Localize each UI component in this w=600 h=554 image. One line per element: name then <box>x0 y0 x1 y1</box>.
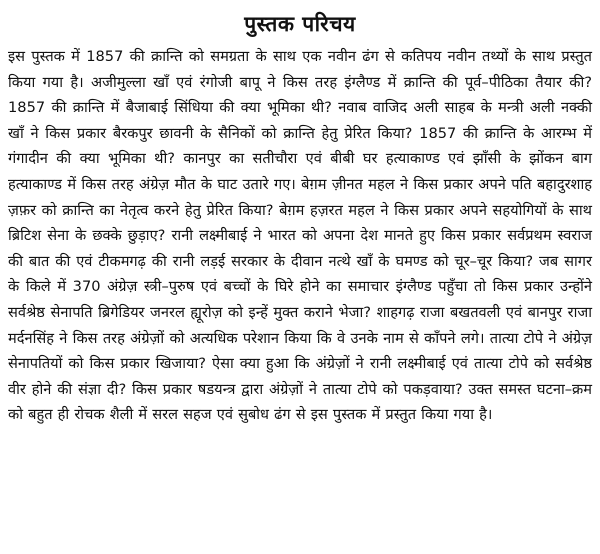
page-title: पुस्तक परिचय <box>244 12 356 36</box>
body-paragraph: इस पुस्तक में 1857 की क्रान्ति को समग्रता के साथ एक नवीन ढंग से कतिपय नवीन तथ्यों के साथ प्रस्तुत किया गया है। अजीमुल्ला खाँ एवं रंगोजी बापू ने किस तरह इंग्लैण्ड में क्रान्ति की पूर्व–पीठिका तैयार की? 1857 की क्रान्ति में बैजाबाई सिंधिया की क्या भूमिका थी? नवाब वाजिद अली साहब के मन्त्री अली नक्की खाँ ने किस प्रकार बैरकपुर छावनी के सैनिकों को क्रान्ति हेतु प्रेरित किया? 1857 की क्रान्ति के आरम्भ में गंगादीन की क्या भूमिका थी? कानपुर का सतीचौरा एवं बीबी घर हत्याकाण्ड एवं झाँसी के झोंकन बाग हत्याकाण्ड में किस तरह अंग्रेज़ मौत के घाट उतारे गए। बेग़म ज़ीनत महल ने किस प्रकार अपने पति बहादुरशाह ज़फ़र को क्रान्ति का नेतृत्व करने हेतु प्रेरित किया? बेग़म हज़रत महल ने किस प्रकार अपने सहयोगियों के साथ ब्रिटिश सेना के छक्के छुड़ाए? रानी लक्ष्मीबाई ने भारत को अपना देश मानते हुए किस प्रकार सर्वप्रथम स्वराज की बात की एवं टीकमगढ़ की रानी लड़ई सरकार के दीवान नत्थे खाँ के घमण्ड को चूर–चूर किया? जब सागर के किले में 370 अंग्रेज़ स्त्री–पुरुष एवं बच्चों के घिरे होने का समाचार इंग्लैण्ड पहुँचा तो किस प्रकार उन्होंने सर्वश्रेष्ठ सेनापति ब्रिगेडियर जनरल ह्यूरोज़ को इन्हें मुक्त कराने भेजा? शाहगढ़ राजा बखतवली एवं बानपुर राजा मर्दनसिंह ने किस तरह अंग्रेज़ों को अत्यधिक परेशान किया कि वे उनके नाम से काँपने लगे। तात्या टोपे ने अंग्रेज़ सेनापतियों को किस प्रकार खिजाया? ऐसा क्या हुआ कि अंग्रेज़ों ने रानी लक्ष्मीबाई एवं तात्या टोपे को सर्वश्रेष्ठ वीर होने की संज्ञा दी? किस प्रकार षडयन्त्र द्वारा अंग्रेज़ों ने तात्या टोपे को पकड़वाया? उक्त समस्त घटना–क्रम को बहुत ही रोचक शैली में सरल सहज एवं सुबोध ढंग से इस पुस्तक में प्रस्तुत किया गया है। <box>8 48 592 424</box>
